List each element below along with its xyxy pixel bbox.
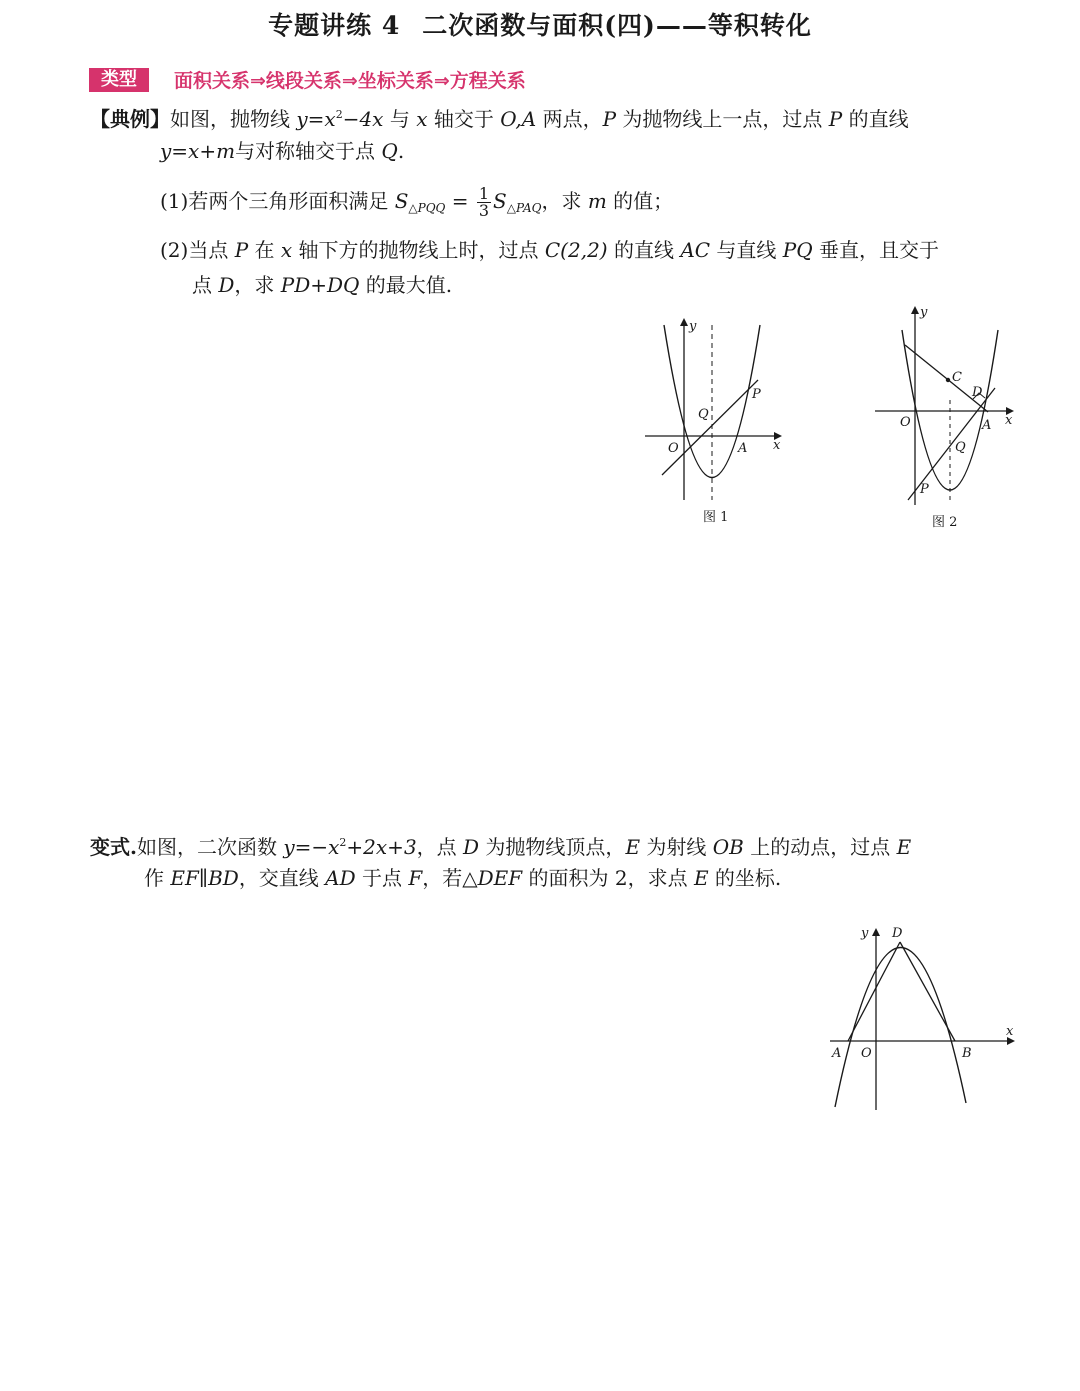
variant-line-1: 变式.如图，二次函数 $y=-x^2+2x+3$，点 D 为抛物线顶点，E 为射线 OB 上的动点，过点 E [90, 835, 912, 859]
fig2-label-C: C [952, 370, 962, 385]
example-line-2: y=x+m与对称轴交于点 Q. [160, 139, 405, 163]
page-title [0, 6, 1080, 42]
fig1-label-A: A [738, 441, 748, 456]
example-question-2-line-2: 点 D，求 PD+DQ 的最大值. [192, 273, 453, 297]
fig3-label-O: O [861, 1046, 872, 1061]
example-line-1: 【典例】如图，抛物线 $y=x^2-4x$ 与 x 轴交于 O,A 两点，P 为抛物线上一点，过点 P 的直线 [90, 107, 909, 131]
fig3-label-y: y [861, 926, 869, 941]
fig3-label-A: A [832, 1046, 842, 1061]
title-main: 二次函数与面积(四)——等积转化 [422, 11, 812, 40]
fig1-label-P: P [752, 387, 761, 402]
fig2-label-D: D [972, 385, 983, 400]
example-question-1: (1)若两个三角形面积满足 $S_{\triangle PQQ}$ = $\frac{1}{3}$ $S_{\triangle PAQ}$，求 m 的值； [160, 184, 674, 220]
fig2-label-O: O [900, 415, 911, 430]
fig1-caption: 图 1 [703, 510, 729, 525]
type-tag: 类型 [89, 68, 149, 92]
fig2-label-P: P [920, 482, 929, 497]
fig3-label-B: B [962, 1046, 972, 1061]
fraction: $\frac{1}{3}$ [478, 184, 490, 220]
example-label: 【典例】 [90, 107, 170, 131]
fig3-label-D: D [892, 926, 903, 941]
example-question-2-line-1: (2)当点 P 在 x 轴下方的抛物线上时，过点 C(2,2) 的直线 AC 与直线 PQ 垂直，且交于 [160, 238, 939, 262]
fig1-label-O: O [668, 441, 679, 456]
fig2-y-arrow [911, 306, 919, 314]
variant-label: 变式. [90, 835, 137, 859]
fig2-label-y: y [920, 305, 928, 320]
fig2-label-x: x [1005, 413, 1013, 428]
variant-line-2: 作 EF∥BD，交直线 AD 于点 F，若△DEF 的面积为 2，求点 E 的坐标. [144, 866, 782, 890]
fig3-line-BD [900, 942, 955, 1041]
fig3-y-arrow [872, 928, 880, 936]
fig2-point-C [946, 378, 950, 382]
fig1-y-arrow [680, 318, 688, 326]
title-prefix: 专题讲练 4 [268, 11, 401, 40]
fig1-label-Q: Q [698, 407, 709, 422]
type-chain: 面积关系⇒线段关系⇒坐标关系⇒方程关系 [174, 70, 526, 92]
figure-2 [870, 300, 1020, 540]
figure-1 [640, 315, 790, 535]
fig2-label-A: A [982, 418, 992, 433]
fig3-line-AD [848, 942, 900, 1041]
fig2-label-Q: Q [955, 440, 966, 455]
fig2-caption: 图 2 [932, 515, 958, 530]
fig3-label-x: x [1006, 1024, 1014, 1039]
figure-3 [825, 920, 1025, 1115]
fig1-label-x: x [773, 438, 781, 453]
fig1-label-y: y [689, 319, 697, 334]
